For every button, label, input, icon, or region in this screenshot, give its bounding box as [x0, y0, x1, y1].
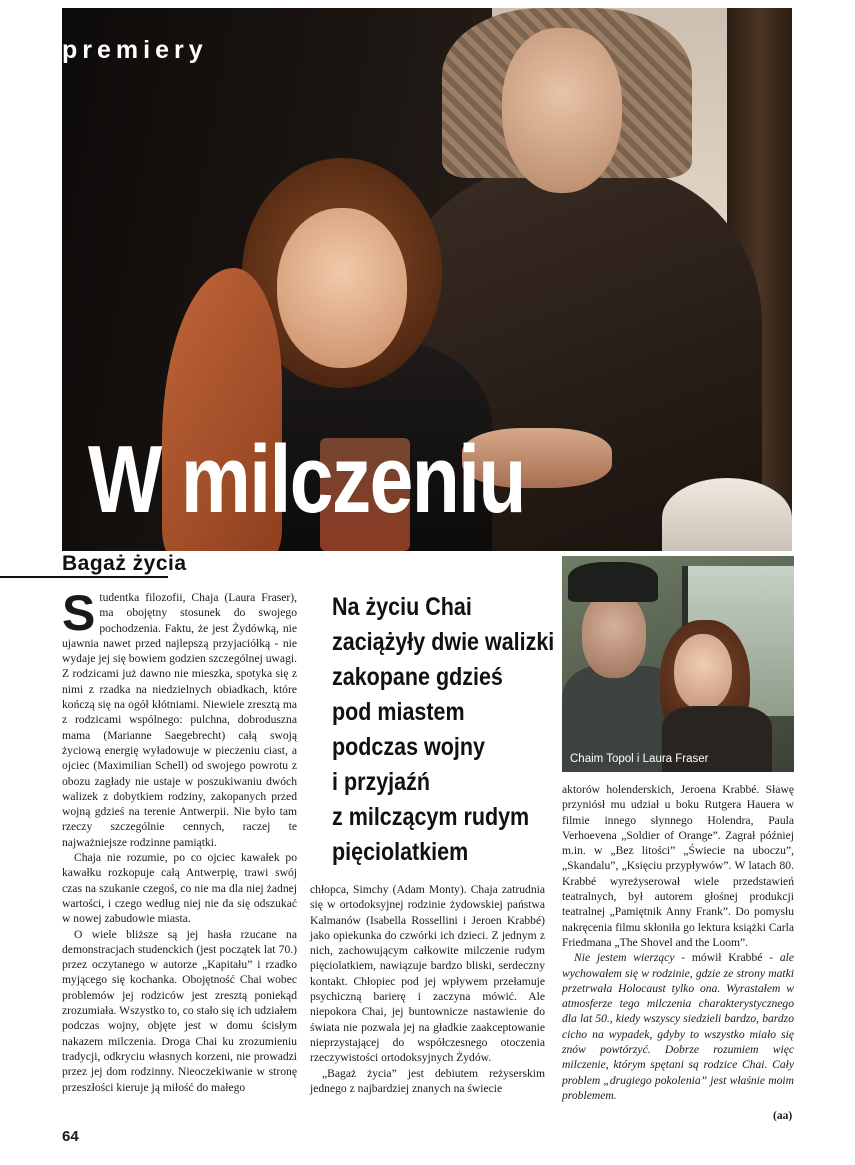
article-subtitle: Bagaż życia	[62, 552, 187, 575]
subtitle-rule	[0, 576, 168, 578]
photo-man-face	[582, 592, 646, 678]
paragraph: „Bagaż życia” jest debiutem reżyserskim jednego z najbardziej znanych na świecie	[310, 1066, 545, 1095]
quote-body: ale wychowałem się w rodzinie, gdzie ze strony matki przetrwała Holocaust tylko ona. Wyrastałem w atmosferze tego milczenia charakterystycznego dla lat 50., kiedy wszyscy siedzieli bardzo, bardzo cicho na wypadek, gdyby to wszystko miało się znów powtórzyć. Dobrze rozumiem więc milczenie, którym spętani są rodzice Chai. Cały problem „drugiego pokolenia” jest właśnie moim problemem.	[562, 951, 794, 1102]
pull-quote-line: podczas wojny	[332, 733, 485, 761]
pull-quote-line: Na życiu Chai	[332, 593, 472, 621]
pull-quote-line: i przyjaźń	[332, 768, 430, 796]
paragraph: aktorów holenderskich, Jeroena Krabbé. Sławę przyniósł mu udział u boku Rutgera Hauera w filmie innego słynnego Holendra, Paula Verhoevena „Soldier of Orange”. Zagrał później m.in. w „Bez litości” „Świecie na uboczu”, „Skandalu”, „Księciu przypływów”. W latach 80. Krabbé wyreżyserował wiele przedstawień teatralnych, był autorem głośnej produkcji teatralnej „Pamiętnik Anny Frank”. Do pomysłu nakręcenia filmu skłoniła go lektura książki Carla Friedmana „The Shovel and the Loom”.	[562, 783, 794, 949]
photo-teapot	[662, 478, 792, 551]
text-column-2	[310, 882, 545, 1096]
photo-girl-face	[674, 634, 732, 710]
section-tag: premiery	[62, 36, 208, 64]
pull-quote-line: zakopane gdzieś	[332, 663, 503, 691]
text-column-3	[562, 782, 794, 1103]
pull-quote	[332, 590, 555, 870]
pull-quote-line: zaciążyły dwie walizki	[332, 628, 555, 656]
pull-quote-line: z milczącym rudym	[332, 803, 530, 831]
pull-quote-line: pięciolatkiem	[332, 838, 469, 866]
text-column-1	[62, 585, 297, 1095]
paragraph: chłopca, Simchy (Adam Monty). Chaja zatrudnia się w ortodoksyjnej rodzinie żydowskiej państwa Kalmanów (Isabella Rossellini i Jeroen Krabbé) jako opiekunka do czwórki ich dzieci. Z jednym z nich, zachowującym całkowite milczenie rudym pięciolatkiem, nawiązuje bardzo bliski, serdeczny kontakt. Chłopiec pod jej wpływem przełamuje psychiczną barierę i zaczyna mówić. Ale niepokora Chai, jej buntownicze nastawienie do świata nie pozwala jej na gładkie zaakceptowanie nieprzystającej do współczesnego otoczenia rzeczywistości ortodoksyjnych Żydów.	[310, 883, 545, 1065]
quote-attribution: - mówił Krabbé -	[674, 951, 780, 965]
paragraph: Chaja nie rozumie, po co ojciec kawałek po kawałku rozkopuje całą Antwerpię, trawi swój czas na szukanie czegoś, co nie ma dla niej żadnej wartości, i czego według niej nie da się odszukać w nowej zabudowie miasta.	[62, 851, 297, 926]
photo-man-hat	[568, 562, 658, 602]
author-signature: (aa)	[773, 1110, 793, 1122]
page-number: 64	[62, 1128, 79, 1145]
quote-paragraph	[562, 950, 794, 1103]
photo-woman-face	[502, 28, 622, 193]
article-title: W milczeniu	[88, 426, 525, 533]
photo-child-face	[277, 208, 407, 368]
paragraph: Studentka filozofii, Chaja (Laura Fraser), ma obojętny stosunek do swojego pochodzenia. Faktu, że jest Żydówką, nie ujawnia nawet przed najlepszą przyjaciółką - nie wydaje jej się bowiem godzien szczególnej uwagi. Z rodzicami już dawno nie mieszka, spotyka się z nimi z rzadka na niedzielnych obiadkach, które kończą się na ogół kłótniami. Niewiele zresztą ma z rodzicami wspólnego: pulchna, dobroduszna mama (Marianne Saegebrecht) całą swoją życiową energię wyładowuje w pieczeniu ciast, a ojciec (Maximilian Schell) od swojego powrotu z obozu zagłady nie ustaje w poszukiwaniu dwóch walizek z dobytkiem rodziny, zakopanych przed wojną gdzieś na terenie Antwerpii. Nie było tam rzeczy szczególnie cennych, raczej te najważniejsze rodzinne pamiątki.	[62, 585, 297, 849]
paragraph: O wiele bliższe są jej hasła rzucane na demonstracjach studenckich (jest początek lat 70.) przez oczytanego w autorze „Kapitału” i rzadko myjącego się kochanka. Obojętność Chai wobec problemów jej rodziców jest zresztą poniekąd zrozumiała. Wszystko to, co stało się ich udziałem podczas wojny, objęte jest w domu ścisłym nakazem milczenia. Droga Chai ku zrozumieniu tradycji, odkryciu własnych korzeni, nie prowadzi przez jej dom rodzinny. Nieoczekiwanie w stronę przeszłości kieruje ją miłość do małego	[62, 927, 297, 1094]
photo-caption: Chaim Topol i Laura Fraser	[570, 753, 709, 765]
pull-quote-line: pod miastem	[332, 698, 465, 726]
inset-photo	[562, 556, 794, 772]
quote-intro: Nie jestem wierzący	[574, 951, 675, 965]
drop-cap: S	[62, 585, 96, 641]
